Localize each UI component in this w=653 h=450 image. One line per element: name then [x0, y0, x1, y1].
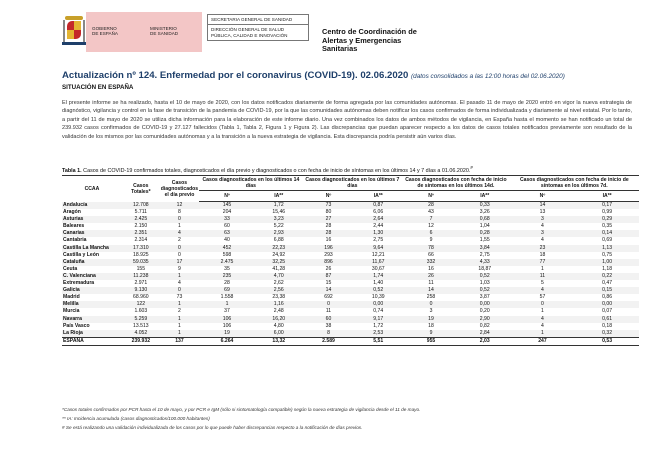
table-cell: 59.035 — [122, 259, 160, 266]
section-heading: SITUACIÓN EN ESPAÑA — [62, 84, 134, 91]
table-cell: 2,90 — [460, 316, 510, 323]
table-cell: 0 — [303, 301, 355, 308]
table-cell: 1,72 — [373, 322, 384, 329]
subheader-n: Nº — [199, 191, 255, 202]
table-cell: 9 — [402, 330, 460, 338]
table-cell: 4,33 — [460, 259, 510, 266]
table-cell: 4,80 — [273, 322, 284, 329]
table-cell: 0,17 — [575, 202, 639, 210]
table-cell: 14 — [402, 287, 460, 294]
table-cell: 2 — [178, 237, 181, 244]
region-name-cell: Cantabria — [63, 237, 87, 244]
table-cell: 4 — [510, 316, 576, 323]
gov-line-1: GOBIERNO — [92, 26, 117, 31]
ministry-line-2: DE SANIDAD — [150, 31, 179, 37]
table-cell: 77 — [510, 259, 576, 266]
table-cell: 0,53 — [575, 337, 639, 345]
table-cell: 2,62 — [273, 280, 284, 287]
footnote-total-cases: *Casos totales confirmados por PCR hasta el 10 de mayo, y por PCR e IgM (sólo si sintomatología compatible) según la nueva estrategia de vigilancia desde el 11 de mayo. — [62, 407, 421, 412]
table-cell: 0,87 — [354, 202, 402, 210]
table-cell: 57 — [539, 294, 546, 301]
footnote-ia: ** IA: Incidencia acumulada (casos diagnosticados/100.000 habitantes) — [62, 416, 210, 421]
subheader-n: Nº — [303, 191, 355, 202]
report-title-text: Actualización nº 124. Enfermedad por el coronavirus (COVID-19). 02.06.2020 — [62, 70, 409, 81]
intro-paragraph: El presente informe se ha realizado, hasta el 10 de mayo de 2020, con los datos notificados diariamente de forma agregada por las comunidades autónomas. El pasado 11 de mayo de 2020 entró en vigor la nueva estrategia de diagnóstico, vigilancia y control en la fase de transición de la pandemia de COVID-19, por la que las comunidades autónomas deben notificar los casos confirmados de forma individualizada y diariamente al nivel estatal. Por lo tanto, a partir del 11 de mayo de 2020 se utiliza dicha información para la elaboración de este informe diario. Una vez combinados los datos de ambos métodos de vigilancia, en España hasta el momento se han notificado un total de 239.932 casos confirmados de COVID-19 y 27.127 fallecidos (Tabla 1, Tabla 2, Figura 1 y Figura 2). Las discrepancias que puedan aparecer respecto a los datos de casos totales notificados previamente son resultado de la validación de los mismos por las comunidades autónomas y a la transición a la nueva estrategia de vigilancia. Esta discrepancia podría persistir aún varios días. — [62, 100, 632, 140]
table-cell: 4 — [541, 237, 544, 244]
table-cell: 1 — [160, 316, 199, 323]
region-name-cell: Canarias — [62, 230, 122, 237]
table-cell: 0 — [510, 301, 576, 308]
table-cell: 12 — [160, 202, 199, 210]
table-cell: 4,70 — [255, 273, 303, 280]
table-cell: 27 — [303, 216, 355, 223]
table-cell: 247 — [510, 337, 576, 345]
table-cell: 37 — [224, 308, 230, 315]
table-cell: 332 — [402, 259, 460, 266]
table-cell: 5.711 — [134, 209, 148, 216]
header-total-cases: Casos Totales* — [122, 176, 160, 202]
table-cell: 106 — [199, 316, 255, 323]
table-cell: 0,00 — [575, 301, 639, 308]
table-cell: 1 — [199, 301, 255, 308]
table-cell: 28 — [224, 280, 230, 287]
table-row — [62, 330, 639, 338]
table-cell: 6,06 — [373, 209, 384, 216]
table-cell: 3,84 — [460, 245, 510, 252]
table-cell: 1.603 — [134, 308, 148, 315]
table-cell: 4 — [178, 280, 181, 287]
table-cell: 6.264 — [199, 337, 255, 345]
table-cell: 4 — [541, 322, 544, 329]
table-row — [62, 252, 639, 259]
table-cell: 1.558 — [220, 294, 234, 301]
table-cell: 8 — [303, 330, 355, 338]
table-cell: 0,15 — [575, 287, 639, 294]
region-name-cell: Asturias — [62, 216, 122, 223]
table-cell: 204 — [222, 209, 232, 216]
table-cell: 6,00 — [255, 330, 303, 338]
table-cell: 293 — [324, 251, 333, 258]
table-cell: 9.130 — [122, 287, 160, 294]
table-cell: 12,21 — [371, 251, 385, 258]
table-cell: 30,67 — [371, 265, 385, 272]
table-cell: 16 — [325, 237, 332, 244]
table-cell: 7 — [402, 216, 460, 223]
table-cell: 17.310 — [122, 245, 160, 252]
table-cell: 13 — [539, 209, 546, 216]
table-cell: 60 — [224, 223, 230, 230]
table-cell: 239.932 — [122, 337, 160, 345]
table-cell: 5.259 — [122, 316, 160, 323]
header-group-onset-14d: Casos diagnosticados con fecha de inicio de síntomas en los últimos 14d. — [402, 176, 509, 191]
table-cell: 1,55 — [479, 237, 490, 244]
government-name — [92, 26, 118, 37]
region-name-cell: País Vasco — [63, 322, 90, 329]
subheader-ia: IA** — [575, 191, 639, 202]
table-cell: 11,67 — [354, 259, 402, 266]
report-title-subtitle: (datos consolidados a las 12:00 horas del 02.06.2020) — [411, 73, 565, 80]
table-cell: 1 — [178, 322, 181, 329]
table-row — [62, 280, 639, 287]
table-cell: 12.708 — [122, 202, 160, 210]
table-row — [62, 237, 639, 244]
table-cell: 23,38 — [272, 294, 286, 301]
table-cell: 1,16 — [255, 301, 303, 308]
table-cell: 40 — [224, 237, 230, 244]
table-cell: 35 — [224, 265, 230, 272]
region-name-cell: C. Valenciana — [62, 273, 122, 280]
table-cell: 4 — [160, 230, 199, 237]
table-cell: 8 — [178, 209, 181, 216]
table-cell: 0,07 — [602, 308, 613, 315]
table-cell: 38 — [325, 322, 332, 329]
table-body — [62, 202, 639, 346]
gov-line-2: DE ESPAÑA — [92, 31, 118, 37]
region-name-cell: Baleares — [63, 223, 85, 230]
table-cell: 0,00 — [354, 301, 402, 308]
table-cell: 1,18 — [602, 265, 613, 272]
table-cell: 73 — [176, 294, 183, 301]
table-cell: 1,00 — [575, 259, 639, 266]
table-cell: 11 — [428, 280, 434, 287]
table-cell: 4 — [541, 223, 544, 230]
table-cell: 9 — [429, 237, 433, 244]
table-cell: 16,20 — [255, 316, 303, 323]
direccion-label: DIRECCIÓN GENERAL DE SALUD PÚBLICA, CALIDAD E INNOVACIÓN — [211, 27, 288, 38]
table-cell: 32,25 — [255, 259, 303, 266]
table-cell: 2,56 — [255, 287, 303, 294]
region-name-cell: Melilla — [62, 301, 122, 308]
table-caption-mark: # — [470, 165, 473, 170]
table-cell: 78 — [402, 245, 460, 252]
table-cell: 2.589 — [303, 337, 355, 345]
table-cell: 2,48 — [273, 308, 284, 315]
table-row — [62, 294, 639, 301]
table-cell: 0,18 — [602, 322, 613, 329]
coat-of-arms-icon — [62, 12, 86, 48]
header-previous-day: Casos diagnosticados el día previo — [160, 176, 199, 202]
table-cell: 11 — [510, 273, 576, 280]
region-name-cell: Navarra — [62, 316, 122, 323]
table-cell: 1 — [160, 301, 199, 308]
table-cell: 10,39 — [371, 294, 385, 301]
table-cell: 1 — [510, 330, 576, 338]
table-cell: 2,53 — [354, 330, 402, 338]
report-title — [62, 70, 565, 81]
subheader-ia: IA** — [460, 191, 510, 202]
table-cell: 41,28 — [272, 265, 286, 272]
region-name-cell: Ceuta — [63, 265, 78, 272]
table-cell: 2,75 — [479, 251, 490, 258]
table-cell: 137 — [160, 337, 199, 345]
table-cell: 1,72 — [255, 202, 303, 210]
table-row — [62, 287, 639, 294]
table-cell: 2.351 — [122, 230, 160, 237]
table-cell: 258 — [426, 294, 436, 301]
table-cell: 0,20 — [479, 308, 490, 315]
table-cell: 0,99 — [602, 209, 613, 216]
header-group-14d: Casos diagnosticados en los últimos 14 días — [199, 176, 303, 191]
table-cell: 1,13 — [575, 245, 639, 252]
table-cell: 1,30 — [354, 230, 402, 237]
table-cell: 6,88 — [273, 237, 284, 244]
secretaria-label: SECRETARIA GENERAL DE SANIDAD — [208, 15, 308, 25]
table-cell: 23 — [510, 245, 576, 252]
table-cell: 66 — [428, 251, 434, 258]
table-cell: 2.150 — [134, 223, 148, 230]
region-name-cell: Murcia — [63, 308, 80, 315]
region-name-cell: Aragón — [63, 209, 81, 216]
subheader-n: Nº — [402, 191, 460, 202]
table-row — [62, 202, 639, 210]
table-cell: 18 — [539, 251, 546, 258]
table-cell: 11.238 — [122, 273, 160, 280]
table-row — [62, 308, 639, 315]
table-cell: 18.925 — [133, 251, 149, 258]
table-cell: 896 — [303, 259, 355, 266]
table-cell: 5,22 — [273, 223, 284, 230]
center-line-2: Alertas y Emergencias — [322, 35, 402, 45]
table-cell: 18,87 — [478, 265, 492, 272]
table-cell: 0,68 — [460, 216, 510, 223]
region-name-cell: Madrid — [63, 294, 80, 301]
table-cell: 15 — [325, 280, 332, 287]
table-cell: 196 — [303, 245, 355, 252]
table-cell: 2,64 — [354, 216, 402, 223]
table-cell: 24,92 — [272, 251, 286, 258]
table-cell: 0,47 — [602, 280, 613, 287]
table-row — [62, 223, 639, 230]
region-name-cell: Castilla y León — [63, 251, 99, 258]
table-cell: 5,51 — [354, 337, 402, 345]
table-cell: 2,44 — [373, 223, 384, 230]
table-cell: 2,03 — [460, 337, 510, 345]
table-cell: 9,17 — [354, 316, 402, 323]
table-cell: 19 — [199, 330, 255, 338]
table-cell: 17 — [160, 259, 199, 266]
table-cell: 3,87 — [479, 294, 490, 301]
subheader-n: Nº — [510, 191, 576, 202]
table-cell: 33 — [199, 216, 255, 223]
table-cell: 0,28 — [460, 230, 510, 237]
table-cell: 3 — [510, 216, 576, 223]
table-cell: 1 — [178, 223, 181, 230]
table-cell: 0,29 — [575, 216, 639, 223]
table-cell: 22,23 — [255, 245, 303, 252]
table-caption-label: Tabla 1. — [62, 167, 82, 174]
department-box — [207, 14, 309, 41]
ministry-name — [150, 26, 178, 37]
table-row — [62, 301, 639, 308]
table-cell: 4.052 — [122, 330, 160, 338]
region-name-cell: Cataluña — [62, 259, 122, 266]
document-header — [62, 10, 622, 64]
table-cell: 63 — [199, 230, 255, 237]
table-cell: 6 — [402, 230, 460, 237]
table-row — [62, 273, 639, 280]
table-cell: 11 — [325, 308, 332, 315]
table-cell: 3,23 — [255, 216, 303, 223]
table-cell: 0,14 — [575, 230, 639, 237]
table-cell: 87 — [303, 273, 355, 280]
table-cell: 0 — [160, 216, 199, 223]
table-cell: 5 — [541, 280, 544, 287]
subheader-ia: IA** — [255, 191, 303, 202]
table-cell: 0,32 — [575, 330, 639, 338]
table-cell: 13,32 — [255, 337, 303, 345]
table-cell: 692 — [324, 294, 333, 301]
table-cell: 2.475 — [199, 259, 255, 266]
table-row — [62, 230, 639, 237]
table-cell: 26 — [325, 265, 332, 272]
table-cell: 1,03 — [479, 280, 490, 287]
cases-table — [62, 175, 639, 346]
table-caption-text: Casos de COVID-19 confirmados totales, diagnosticados el día previo y diagnosticados o con fecha de inicio de síntomas en los últimos 14 y 7 días a 01.06.2020. — [81, 167, 471, 174]
table-cell: 598 — [222, 251, 232, 258]
table-cell: 13.513 — [133, 322, 149, 329]
table-cell: 80 — [325, 209, 332, 216]
table-cell: 0,74 — [373, 308, 384, 315]
table-cell: 0,69 — [602, 237, 613, 244]
table-cell: 0,33 — [460, 202, 510, 210]
region-name-cell: Galicia — [62, 287, 122, 294]
table-cell: 68.960 — [133, 294, 149, 301]
table-cell: 0,75 — [602, 251, 613, 258]
table-cell: 19 — [402, 316, 460, 323]
ministry-line-1: MINISTERIO — [150, 26, 177, 31]
region-name-cell: La Rioja — [62, 330, 122, 338]
center-name — [322, 28, 417, 54]
table-cell: 0,82 — [479, 322, 490, 329]
table-cell: 14 — [303, 287, 355, 294]
table-cell: 1,40 — [373, 280, 384, 287]
table-cell: 2.425 — [122, 216, 160, 223]
table-row — [62, 266, 639, 273]
table-cell: 2 — [178, 308, 181, 315]
table-cell: 69 — [199, 287, 255, 294]
table-cell: 235 — [199, 273, 255, 280]
table-cell: 3,26 — [479, 209, 490, 216]
table-row — [62, 259, 639, 266]
table-cell: 955 — [402, 337, 460, 345]
table-cell: 0,22 — [575, 273, 639, 280]
table-cell: 60 — [303, 316, 355, 323]
table-cell: 0 — [402, 301, 460, 308]
table-cell: 1,04 — [479, 223, 490, 230]
table-cell: 122 — [122, 301, 160, 308]
table-cell: 0 — [160, 287, 199, 294]
table-cell: 0,86 — [602, 294, 613, 301]
footnote-validation: # Se está realizando una validación individualizada de los casos por lo que puede haber discrepancias respecto a la notificación de días previos. — [62, 425, 363, 430]
table-cell: 2.971 — [134, 280, 148, 287]
table-cell: 4 — [510, 287, 576, 294]
table-row — [62, 209, 639, 216]
table-cell: 2,75 — [373, 237, 384, 244]
header-group-onset-7d: Casos diagnosticados con fecha de inicio de síntomas en los últimos 7d. — [510, 176, 639, 191]
table-cell: 28 — [402, 202, 460, 210]
table-row — [62, 245, 639, 252]
table-cell: 16 — [428, 265, 434, 272]
table-cell: 73 — [303, 202, 355, 210]
table-cell: 0 — [160, 245, 199, 252]
table-cell: 9 — [178, 265, 181, 272]
table-cell: 0,52 — [354, 287, 402, 294]
table-cell: 155 — [136, 265, 146, 272]
table-cell: 18 — [428, 322, 434, 329]
subheader-ia: IA** — [354, 191, 402, 202]
table-cell: 0,35 — [602, 223, 613, 230]
table-cell: 15,46 — [272, 209, 286, 216]
table-cell: 14 — [510, 202, 576, 210]
table-cell: 145 — [199, 202, 255, 210]
region-name-cell: Castilla La Mancha — [62, 245, 122, 252]
table-row — [62, 316, 639, 323]
header-ccaa: CCAA — [62, 176, 122, 202]
table-cell: 0 — [178, 251, 181, 258]
footnotes — [62, 405, 632, 432]
table-cell: 1 — [541, 308, 544, 315]
region-name-cell: Andalucía — [62, 202, 122, 210]
table-cell: 0,61 — [575, 316, 639, 323]
table-cell: 452 — [199, 245, 255, 252]
table-cell: 43 — [428, 209, 434, 216]
table-cell: 0,52 — [460, 287, 510, 294]
center-line-3: Sanitarias — [322, 44, 358, 54]
table-cell: 2,84 — [460, 330, 510, 338]
table-cell: 106 — [222, 322, 232, 329]
table-cell: 1,74 — [354, 273, 402, 280]
table-cell: 28 — [303, 230, 355, 237]
table-cell: 2,93 — [255, 230, 303, 237]
table-cell: 3 — [429, 308, 433, 315]
table-caption — [62, 165, 473, 174]
table-cell: 2.314 — [134, 237, 148, 244]
table-cell: 1 — [541, 265, 544, 272]
header-group-7d: Casos diagnosticados en los últimos 7 días — [303, 176, 403, 191]
center-line-1: Centro de Coordinación de — [322, 27, 417, 36]
region-name-cell: Extremadura — [63, 280, 95, 287]
table-total-row — [62, 337, 639, 345]
table-cell: 3 — [510, 230, 576, 237]
table-cell: 9,64 — [354, 245, 402, 252]
table-cell: 28 — [325, 223, 332, 230]
table-row — [62, 216, 639, 223]
table-row — [62, 323, 639, 330]
table-cell: 1 — [160, 273, 199, 280]
table-cell: 12 — [428, 223, 434, 230]
table-cell: 1 — [160, 330, 199, 338]
table-cell: 0,00 — [460, 301, 510, 308]
table-cell: 26 — [402, 273, 460, 280]
region-name-cell: ESPAÑA — [62, 337, 122, 345]
table-cell: 0,52 — [460, 273, 510, 280]
